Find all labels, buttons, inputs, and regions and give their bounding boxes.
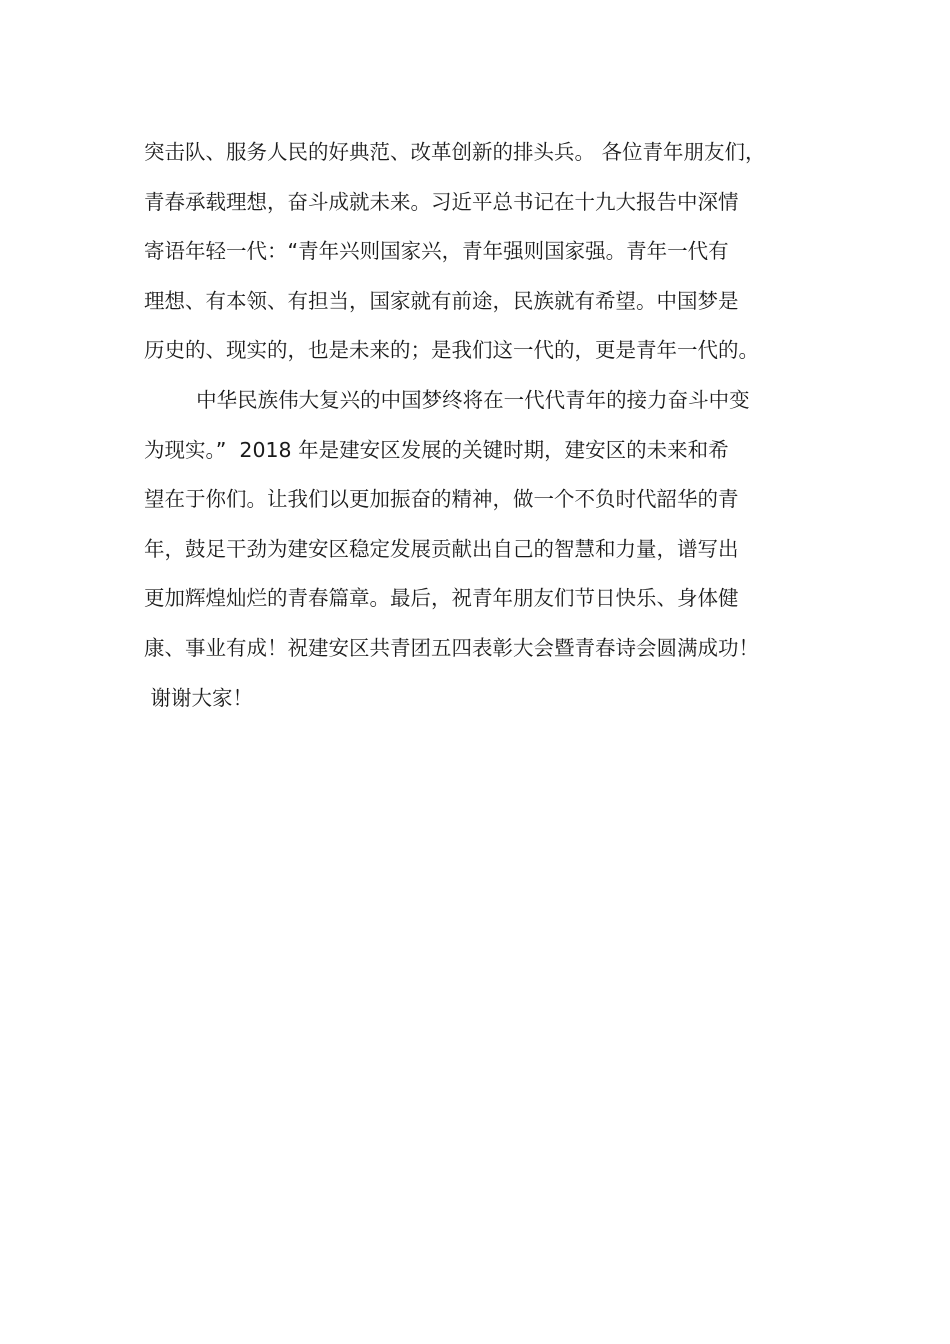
text-line: 康、事业有成！祝建安区共青团五四表彰大会暨青春诗会圆满成功！ — [144, 635, 759, 660]
text-line: 为现实。” 2018 年是建安区发展的关键时期，建安区的未来和希 — [144, 437, 729, 462]
text-line: 谢谢大家！ — [144, 685, 254, 710]
text-line: 更加辉煌灿烂的青春篇章。最后，祝青年朋友们节日快乐、身体健 — [144, 586, 739, 611]
text-line: 历史的、现实的，也是未来的；是我们这一代的，更是青年一代的。 — [144, 338, 759, 363]
speech-text-block — [144, 128, 844, 723]
text-line: 青春承载理想，奋斗成就未来。习近平总书记在十九大报告中深情 — [144, 189, 739, 214]
text-line: 望在于你们。让我们以更加振奋的精神，做一个不负时代韶华的青 — [144, 487, 739, 512]
text-line: 寄语年轻一代：“青年兴则国家兴，青年强则国家强。青年一代有 — [144, 239, 729, 264]
text-line: 理想、有本领、有担当，国家就有前途，民族就有希望。中国梦是 — [144, 288, 739, 313]
text-line: 突击队、服务人民的好典范、改革创新的排头兵。 各位青年朋友们， — [144, 140, 766, 164]
text-line: 中华民族伟大复兴的中国梦终将在一代代青年的接力奋斗中变 — [144, 387, 750, 412]
text-line: 年，鼓足干劲为建安区稳定发展贡献出自己的智慧和力量，谱写出 — [144, 536, 739, 561]
